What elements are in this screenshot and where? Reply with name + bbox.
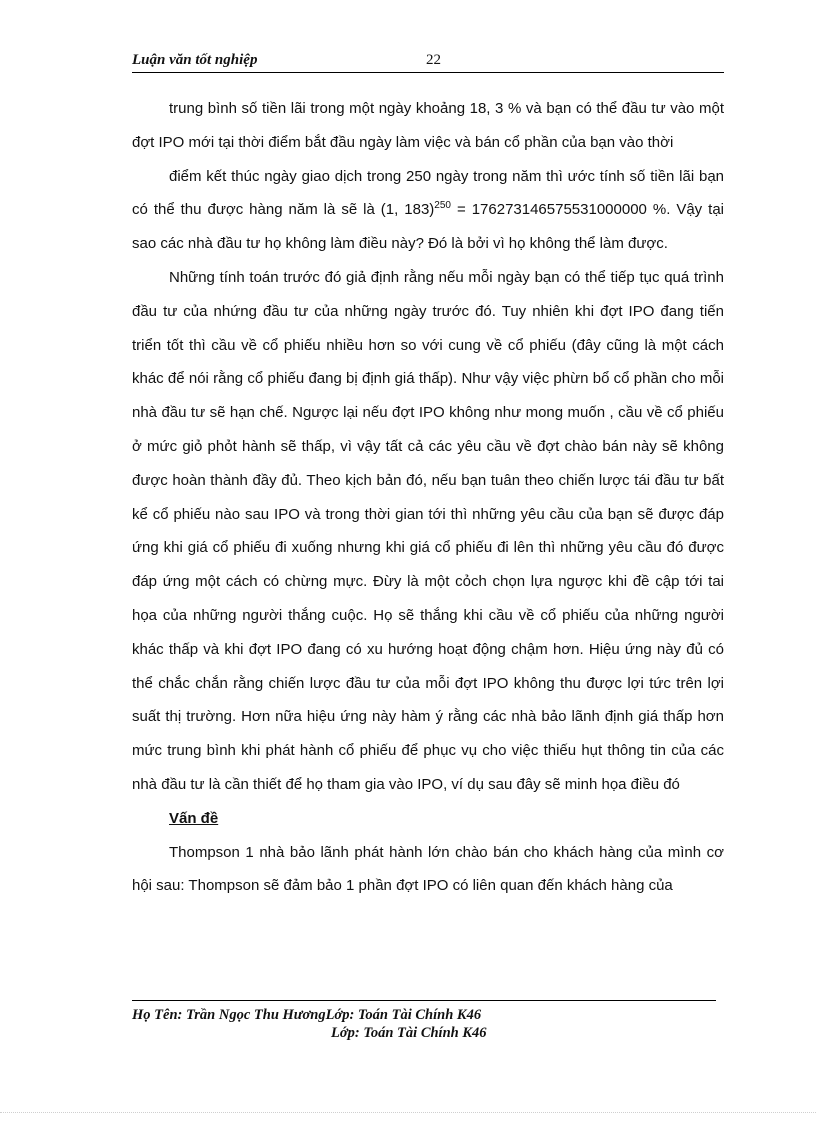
paragraph-2-part-b: = 176273146575531000000 %. Vậy tại sao các nhà đầu tư họ không làm điều này? Đó là bởi vì họ không thể làm được.: [132, 201, 725, 253]
paragraph-2: [132, 160, 724, 261]
paragraph-1: trung bình số tiền lãi trong một ngày khoảng 18, 3 % và bạn có thể đầu tư vào một đợt IPO mới tại thời điểm bắt đầu ngày làm việc và bán cổ phần của bạn vào thời: [132, 100, 724, 151]
page-number: 22: [426, 52, 441, 68]
page-bottom-border: [0, 1112, 816, 1113]
section-title: Vấn đề: [169, 809, 219, 827]
section-heading: [132, 802, 724, 836]
footer-author-line: Họ Tên: Trần Ngọc Thu HươngLớp: Toán Tài Chính K46: [132, 1007, 482, 1023]
document-body: [132, 92, 724, 903]
footer-divider: [132, 1000, 716, 1001]
page-header: [132, 52, 724, 73]
paragraph-4: Thompson 1 nhà bảo lãnh phát hành lớn chào bán cho khách hàng của mình cơ hội sau: Thompson sẽ đảm bảo 1 phần đợt IPO có liên quan đến khách hàng của: [132, 843, 724, 895]
exponent: 250: [434, 200, 451, 212]
page-footer: [132, 1006, 724, 1042]
paragraph-3: Những tính toán trước đó giả định rằng nếu mỗi ngày bạn có thể tiếp tục quá trình đầu tư của nhứng đầu tư của những ngày trước đó. Tuy nhiên khi đợt IPO đang tiến triển tốt thì cầu về cổ phiếu nhiều hơn so với cung về cổ phiếu (đây cũng là một cách khác để nói rằng cổ phiếu đang bị định giá thấp). Như vậy việc phừn bổ cổ phần cho mỗi nhà đầu tư sẽ hạn chế. Ngược lại nếu đợt IPO không như mong muốn , cầu về cổ phiếu ở mức giỏ phỏt hành sẽ thấp, vì vậy tất cả các yêu cầu về đợt chào bán này sẽ không được hoàn thành đầy đủ. Theo kịch bản đó, nếu bạn tuân theo chiến lược tái đầu tư bất kể cổ phiếu nào sau IPO và trong thời gian tới thì những yêu cầu của bạn sẽ được đáp ứng khi giá cổ phiếu đi xuống nhưng khi giá cổ phiếu đi lên thì những yêu cầu đó được đáp ứng một cách có chừng mực. Đừy là một cỏch chọn lựa ngược khi đề cập tới tai họa của những người thắng cuộc. Họ sẽ thắng khi cầu về cổ phiếu của những người khác thấp và khi đợt IPO đang có xu hướng hoạt động chậm hơn. Hiệu ứng này đủ có thể chắc chắn rằng chiến lược đầu tư của mỗi đợt IPO không thu được lợi tức trên lợi suất thị trường. Hơn nữa hiệu ứng này hàm ý rằng các nhà bảo lãnh định giá thấp hơn mức trung bình khi phát hành cổ phiếu để phục vụ cho việc thiếu hụt thông tin của các nhà đầu tư là cần thiết để họ tham gia vào IPO, ví dụ sau đây sẽ minh họa điều đó: [132, 268, 724, 793]
thesis-title: Luận văn tốt nghiệp: [132, 52, 258, 68]
footer-class-line: Lớp: Toán Tài Chính K46: [331, 1025, 487, 1041]
paragraph-2-part-a: điểm kết thúc ngày giao dịch trong 250 ngày trong năm thì ước tính số tiền lãi bạn có thể thu được hàng năm là sẽ là (1, 183): [132, 167, 724, 219]
